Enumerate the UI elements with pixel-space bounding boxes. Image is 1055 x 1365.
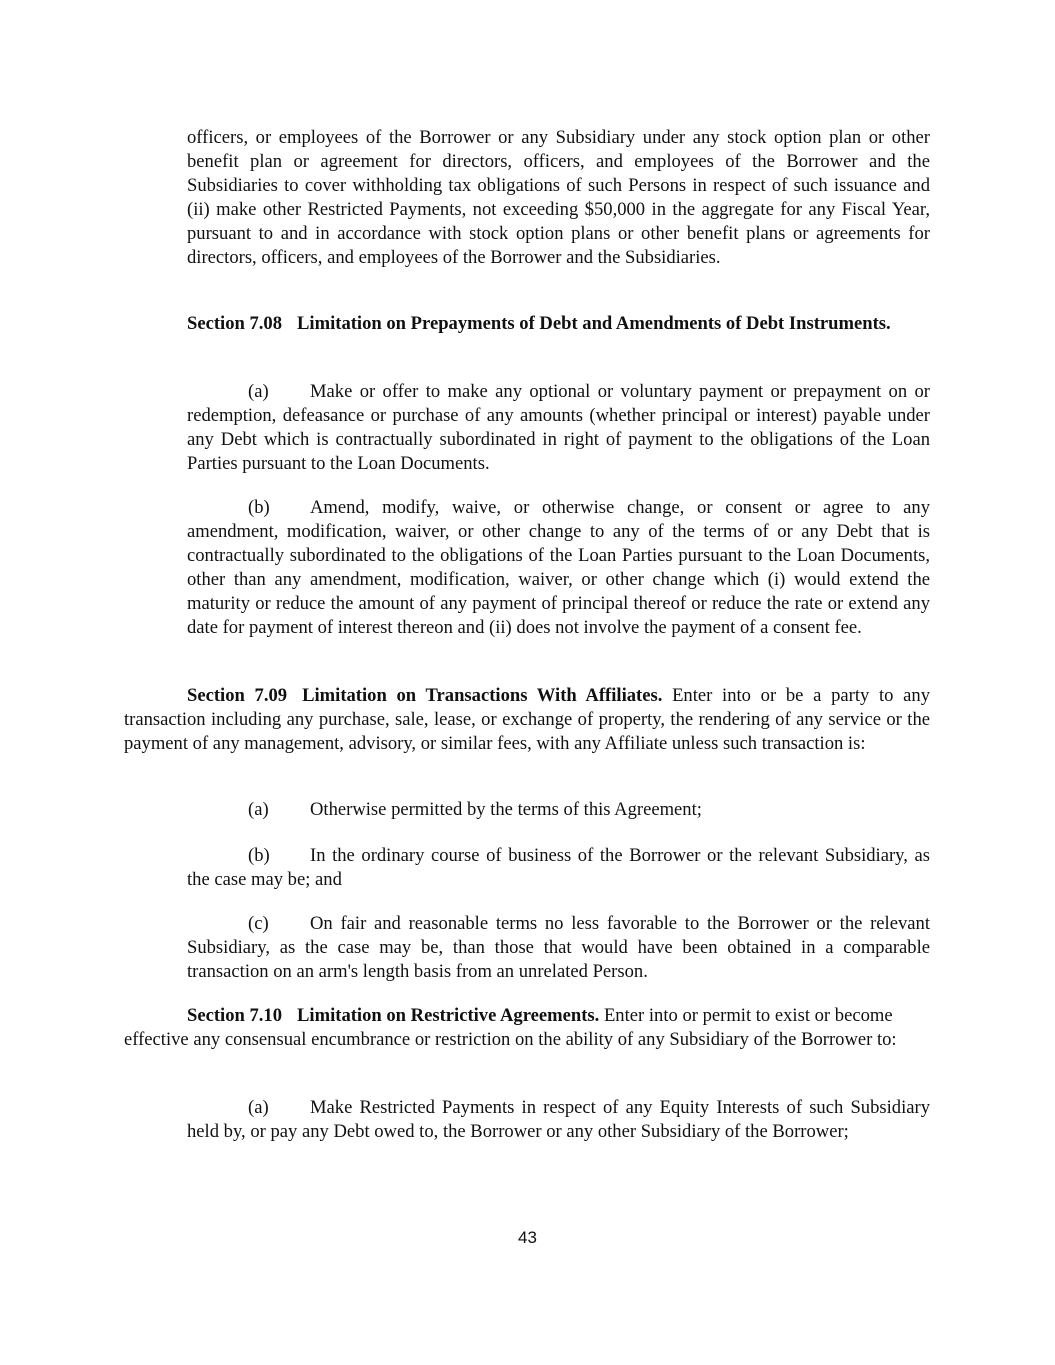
item-label: (a) <box>248 799 269 820</box>
item-label: (a) <box>248 381 269 402</box>
section-7-10-paragraph <box>124 1004 930 1052</box>
continuation-paragraph: officers, or employees of the Borrower or any Subsidiary under any stock option plan or other benefit plan or agreement for directors, officers, and employees of the Borrower and the Subsidiaries to cover withholding tax obligations of such Persons in respect of such issuance and (ii) make other Restricted Payments, not exceeding $50,000 in the aggregate for any Fiscal Year, pursuant to and in accordance with stock option plans or other benefit plans or agreements for directors, officers, and employees of the Borrower and the Subsidiaries. <box>187 127 930 268</box>
section-7-08-heading <box>124 312 930 336</box>
item-text: On fair and reasonable terms no less favorable to the Borrower or the relevant Subsidiary, as the case may be, than those that would have been obtained in a comparable transaction on an arm's length basis from an unrelated Person. <box>187 913 930 982</box>
item-text: Amend, modify, waive, or otherwise change, or consent or agree to any amendment, modification, waiver, or other change to any of the terms of or any Debt that is contractually subordinated to the obligations of the Loan Parties pursuant to the Loan Documents, other than any amendment, modification, waiver, or other change which (i) would extend the maturity or reduce the amount of any payment of principal thereof or reduce the rate or extend any date for payment of interest thereon and (ii) does not involve the payment of a consent fee. <box>187 497 930 638</box>
page-number: 43 <box>518 1228 537 1247</box>
section-7-09-item-c <box>187 912 930 984</box>
section-7-08-item-a <box>187 380 930 476</box>
section-7-09-paragraph <box>124 684 930 756</box>
section-title: Limitation on Restrictive Agreements. <box>297 1005 600 1026</box>
section-number: Section 7.10 <box>187 1005 283 1026</box>
section-title: Limitation on Prepayments of Debt and Amendments of Debt Instruments. <box>297 313 891 334</box>
item-label: (c) <box>248 913 269 934</box>
item-label: (b) <box>248 497 270 518</box>
section-number: Section 7.09 <box>187 685 288 706</box>
item-text: Otherwise permitted by the terms of this Agreement; <box>310 799 702 820</box>
item-text: Make or offer to make any optional or voluntary payment or prepayment on or redemption, defeasance or purchase of any amounts (whether principal or interest) payable under any Debt which is contractually subordinated in right of payment to the obligations of the Loan Parties pursuant to the Loan Documents. <box>187 381 930 474</box>
section-body: Enter into or permit to exist or become effective any consensual encumbrance or restriction on the ability of any Subsidiary of the Borrower to: <box>124 1005 897 1050</box>
section-7-09-item-b <box>187 844 930 892</box>
section-7-10-item-a <box>187 1096 930 1144</box>
item-text: In the ordinary course of business of the Borrower or the relevant Subsidiary, as the case may be; and <box>187 845 930 890</box>
section-title: Limitation on Transactions With Affiliates. <box>302 685 663 706</box>
item-label: (a) <box>248 1097 269 1118</box>
section-body: Enter into or be a party to any transaction including any purchase, sale, lease, or exchange of property, the rendering of any service or the payment of any management, advisory, or similar fees, with any Affiliate unless such transaction is: <box>124 685 930 754</box>
section-7-09-item-a <box>187 798 930 822</box>
item-label: (b) <box>248 845 270 866</box>
item-text: Make Restricted Payments in respect of any Equity Interests of such Subsidiary held by, or pay any Debt owed to, the Borrower or any other Subsidiary of the Borrower; <box>187 1097 930 1142</box>
section-number: Section 7.08 <box>187 313 283 334</box>
section-7-08-item-b <box>187 496 930 640</box>
